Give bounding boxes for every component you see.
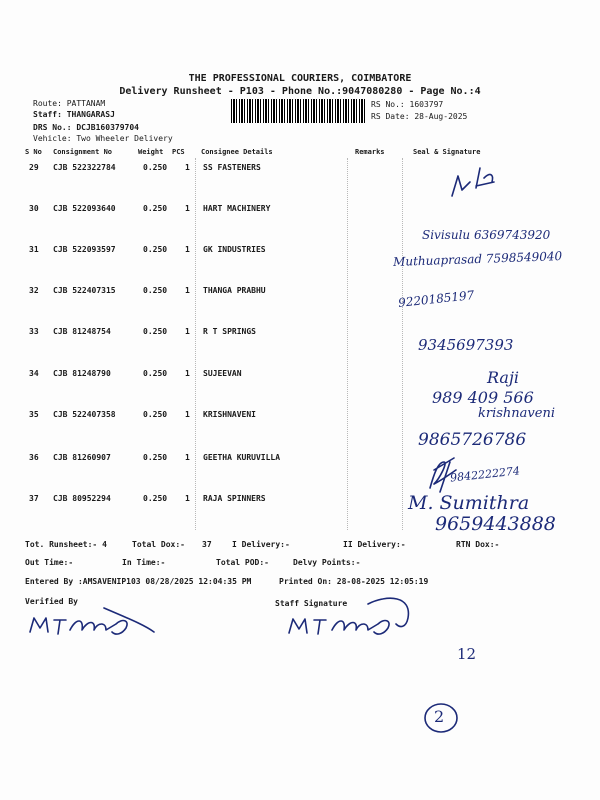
row-pcs: 1 [185, 204, 190, 213]
rs-number: RS No.: 1603797 [371, 100, 444, 109]
row-consignment: CJB 522093597 [53, 245, 116, 254]
total-dox-value: 37 [202, 540, 212, 549]
staff-label: Staff: THANGARASJ [33, 110, 115, 119]
row-consignee: GEETHA KURUVILLA [203, 453, 281, 462]
row-sno: 29 [29, 163, 39, 172]
rtn-dox: RTN Dox:- [456, 540, 500, 549]
row-weight: 0.250 [143, 163, 168, 172]
row-consignee: KRISHNAVENI [203, 410, 256, 419]
row-weight: 0.250 [143, 327, 168, 336]
drs-number: DRS No.: DCJB160379704 [33, 123, 139, 132]
col-consignment: Consignment No [53, 148, 113, 156]
row-sno: 35 [29, 410, 39, 419]
handwritten-phone: 9659443888 [435, 513, 556, 535]
row-weight: 0.250 [143, 410, 168, 419]
col-remarks: Remarks [355, 148, 385, 156]
route-label: Route: PATTANAM [33, 99, 106, 108]
row-sno: 36 [29, 453, 39, 462]
row-consignee: RAJA SPINNERS [203, 494, 266, 503]
ii-delivery: II Delivery:- [343, 540, 406, 549]
row-sno: 34 [29, 369, 39, 378]
verified-by-label: Verified By [25, 597, 78, 606]
printed-on: Printed On: 28-08-2025 12:05:19 [279, 577, 429, 586]
entered-by: Entered By :AMSAVENIP103 08/28/2025 12:04:35 PM [25, 577, 252, 586]
handwritten-note: Sivisulu 6369743920 [422, 228, 551, 242]
handwritten-phone: 9865726786 [418, 430, 527, 450]
row-consignee: GK INDUSTRIES [203, 245, 266, 254]
handwritten-name: krishnaveni [478, 406, 555, 421]
signature-row-29 [452, 168, 494, 196]
row-sno: 30 [29, 204, 39, 213]
row-sno: 31 [29, 245, 39, 254]
row-sno: 32 [29, 286, 39, 295]
row-pcs: 1 [185, 163, 190, 172]
handwritten-note: Muthuaprasad 7598549040 [392, 249, 563, 269]
row-sno: 33 [29, 327, 39, 336]
row-pcs: 1 [185, 494, 190, 503]
handwritten-phone: 9345697393 [418, 336, 514, 354]
col-seal-signature: Seal & Signature [413, 148, 481, 156]
i-delivery: I Delivery:- [232, 540, 290, 549]
rs-date: RS Date: 28-Aug-2025 [371, 112, 468, 121]
staff-signature-label: Staff Signature [275, 599, 348, 608]
row-consignment: CJB 522093640 [53, 204, 116, 213]
handwritten-phone: 989 409 566 [432, 388, 534, 407]
row-consignment: CJB 81248754 [53, 327, 111, 336]
col-sno: S No [25, 148, 42, 156]
row-consignment: CJB 522322784 [53, 163, 116, 172]
runsheet-subtitle: Delivery Runsheet - P103 - Phone No.:9047080280 - Page No.:4 [119, 86, 481, 97]
row-pcs: 1 [185, 369, 190, 378]
row-pcs: 1 [185, 245, 190, 254]
row-consignee: HART MACHINERY [203, 204, 271, 213]
out-time: Out Time:- [25, 558, 74, 567]
col-pcs: PCS [172, 148, 185, 156]
delvy-points: Delvy Points:- [293, 558, 361, 567]
row-consignee: R T SPRINGS [203, 327, 256, 336]
row-consignment: CJB 522407315 [53, 286, 116, 295]
handwritten-name: Raji [487, 368, 520, 387]
row-consignment: CJB 81248790 [53, 369, 111, 378]
total-dox-label: Total Dox:- [132, 540, 185, 549]
handwritten-name: M. Sumithra [408, 492, 530, 514]
row-weight: 0.250 [143, 204, 168, 213]
in-time: In Time:- [122, 558, 166, 567]
row-pcs: 1 [185, 327, 190, 336]
row-consignee: SS FASTENERS [203, 163, 261, 172]
verifier-signature [30, 608, 154, 634]
handwritten-phone: 9842222274 [449, 464, 521, 485]
row-consignee: SUJEEVAN [203, 369, 242, 378]
row-consignment: CJB 80952294 [53, 494, 111, 503]
circled-number: 2 [434, 707, 445, 726]
vehicle-label: Vehicle: Two Wheeler Delivery [33, 134, 173, 143]
row-pcs: 1 [185, 286, 190, 295]
col-weight: Weight [138, 148, 164, 156]
row-sno: 37 [29, 494, 39, 503]
row-weight: 0.250 [143, 286, 168, 295]
row-weight: 0.250 [143, 453, 168, 462]
row-consignee: THANGA PRABHU [203, 286, 266, 295]
company-title: THE PROFESSIONAL COURIERS, COIMBATORE [188, 73, 412, 84]
tot-runsheet: Tot. Runsheet:- 4 [25, 540, 107, 549]
row-consignment: CJB 522407358 [53, 410, 116, 419]
col-consignee: Consignee Details [201, 148, 273, 156]
row-consignment: CJB 81260907 [53, 453, 111, 462]
row-pcs: 1 [185, 410, 190, 419]
row-pcs: 1 [185, 453, 190, 462]
row-weight: 0.250 [143, 494, 168, 503]
total-pod: Total POD:- [216, 558, 269, 567]
row-weight: 0.250 [143, 245, 168, 254]
row-weight: 0.250 [143, 369, 168, 378]
handwritten-phone: 9220185197 [397, 288, 475, 310]
handwritten-page-mark: 12 [457, 645, 477, 663]
